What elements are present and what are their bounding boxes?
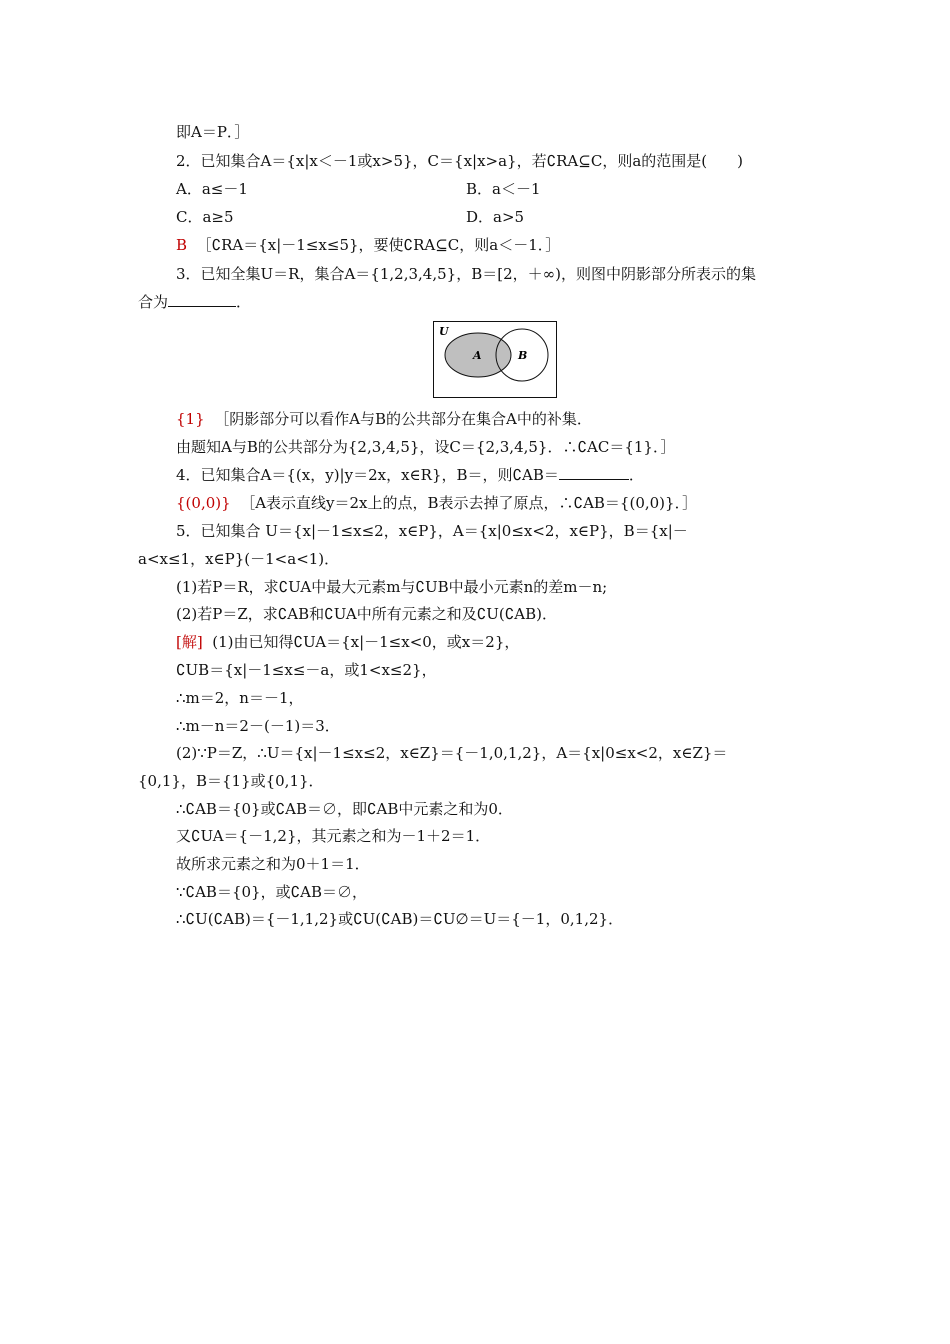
fill-blank: [559, 465, 629, 480]
label-b: B: [518, 349, 528, 362]
answer-letter: B: [176, 236, 188, 254]
q4-period: ．: [628, 466, 644, 484]
q3-answer: [176, 409, 592, 429]
q2-option-c: C．a≥5: [176, 208, 234, 226]
solution-line: ∁UB＝{x|－1≤x≤－a，或1<x≤2}，: [176, 661, 437, 679]
answer-explanation: ［阴影部分可以看作A与B的公共部分在集合A中的补集．: [214, 410, 592, 428]
solution-line: ∴m＝2，n＝－1，: [176, 689, 304, 707]
solution-line: ∴∁AB＝{0}或∁AB＝∅，即∁AB中元素之和为0．: [176, 800, 513, 818]
q2-option-d: D．a>5: [466, 208, 525, 226]
solution-text: (1)由已知得∁UA＝{x|－1≤x<0，或x＝2}，: [212, 633, 520, 651]
question-5: 5．已知集合 U＝{x|－1≤x≤2，x∈P}，A＝{x|0≤x<2，x∈P}，B＝{x|－: [176, 522, 688, 540]
solution-line: ∵∁AB＝{0}，或∁AB＝∅，: [176, 883, 367, 901]
q3-period: ．: [236, 293, 252, 311]
venn-diagram: [433, 321, 557, 398]
answer-explanation: ［A表示直线y＝2x上的点，B表示去掉了原点，∴∁AB＝{(0,0)}．］: [240, 494, 698, 512]
question-5-part-2: (2)若P＝Z，求∁AB和∁UA中所有元素之和及∁U(∁AB)．: [176, 605, 558, 623]
solution-line: 又∁UA＝{－1,2}，其元素之和为－1＋2＝1．: [176, 827, 491, 845]
solution-line: (2)∵P＝Z，∴U＝{x|－1≤x≤2，x∈Z}＝{－1,0,1,2}，A＝{x|0≤x<2，x∈Z}＝: [176, 744, 728, 762]
question-3: 3．已知全集U＝R，集合A＝{1,2,3,4,5}，B＝[2，＋∞)，则图中阴影部分所表示的集: [176, 265, 756, 283]
solution-line: ∴m－n＝2－(－1)＝3．: [176, 717, 340, 735]
solution-line: {0,1}，B＝{1}或{0,1}．: [138, 772, 324, 790]
label-u: U: [439, 325, 449, 338]
q4-answer: [176, 493, 697, 513]
solution-mark: [解]: [176, 633, 203, 651]
answer-mark: {(0,0)}: [176, 494, 231, 512]
answer-mark: {1}: [176, 410, 205, 428]
q2-option-b: B．a＜－1: [466, 180, 541, 198]
label-a: A: [473, 349, 482, 362]
q2-option-a: A．a≤－1: [176, 180, 248, 198]
fill-blank: [168, 292, 236, 307]
text-line: 即A＝P．］: [176, 123, 250, 141]
question-5-part-1: (1)若P＝R，求∁UA中最大元素m与∁UB中最小元素n的差m－n;: [176, 578, 608, 596]
q2-answer: [176, 235, 560, 255]
question-3-cont: [138, 292, 251, 312]
question-4: [176, 465, 644, 485]
solution-line: 故所求元素之和为0＋1＝1．: [176, 855, 370, 873]
q4-text: 4．已知集合A＝{(x，y)|y＝2x，x∈R}，B＝，则∁AB＝: [176, 466, 559, 484]
q3-text: 合为: [138, 293, 169, 311]
q3-answer-cont: 由题知A与B的公共部分为{2,3,4,5}，设C＝{2,3,4,5}．∴∁AC＝{1}．］: [176, 438, 676, 456]
answer-explanation: ［∁RA＝{x|－1≤x≤5}，要使∁RA⊆C，则a＜－1．］: [196, 236, 561, 254]
solution-line: ∴∁U(∁AB)＝{－1,1,2}或∁U(∁AB)＝∁U∅＝U＝{－1，0,1,2}．: [176, 910, 624, 928]
solution-start: [176, 632, 519, 652]
question-2: 2．已知集合A＝{x|x＜－1或x>5}，C＝{x|x>a}，若∁RA⊆C，则a的范围是( ): [176, 152, 743, 170]
question-5-cont: a<x≤1，x∈P}(－1<a<1)．: [138, 550, 340, 568]
